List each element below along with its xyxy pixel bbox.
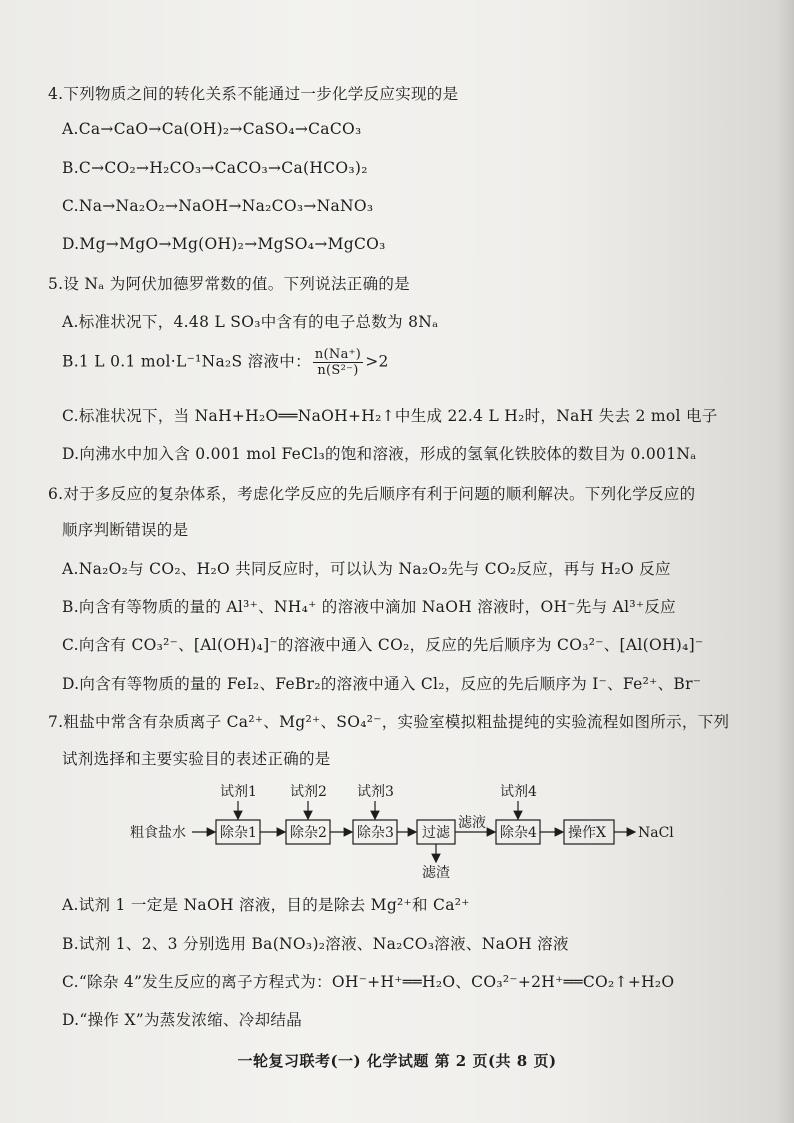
flow-step-operation-x xyxy=(564,820,614,844)
q7-option-b: B.试剂 1、2、3 分别选用 Ba(NO₃)₂溶液、Na₂CO₃溶液、NaOH 溶液 xyxy=(62,935,569,953)
flow-step-2-label: 除杂2 xyxy=(290,825,327,841)
q5-fraction-denominator: n(S²⁻) xyxy=(317,363,359,378)
flow-residue-label: 滤渣 xyxy=(422,865,450,880)
q7-stem-line1: 7.粗盐中常含有杂质离子 Ca²⁺、Mg²⁺、SO₄²⁻，实验室模拟粗盐提纯的实验流程如图所示，下列 xyxy=(48,713,730,731)
flow-step-1-label: 除杂1 xyxy=(220,825,257,841)
q6-option-b: B.向含有等物质的量的 Al³⁺、NH₄⁺ 的溶液中滴加 NaOH 溶液时，OH⁻先与 Al³⁺反应 xyxy=(62,598,676,616)
q5-option-c: C.标准状况下，当 NaH+H₂O══NaOH+H₂↑中生成 22.4 L H₂时，NaH 失去 2 mol 电子 xyxy=(62,407,718,425)
q5-option-a: A.标准状况下，4.48 L SO₃中含有的电子总数为 8Nₐ xyxy=(62,313,439,331)
flow-step-3 xyxy=(353,820,397,844)
flow-step-filter-label: 过滤 xyxy=(422,825,450,841)
q5-stem: 5.设 Nₐ 为阿伏加德罗常数的值。下列说法正确的是 xyxy=(48,275,410,293)
flow-output-label: NaCl xyxy=(638,825,674,841)
flow-reagent-2-label: 试剂2 xyxy=(290,784,327,800)
flow-filtrate-label: 滤液 xyxy=(458,815,486,831)
q5-option-b xyxy=(62,347,389,378)
q5-option-b-prefix: B.1 L 0.1 mol·L⁻¹Na₂S 溶液中： xyxy=(62,352,311,371)
flow-reagent-1-label: 试剂1 xyxy=(220,784,257,800)
flow-reagent-3-label: 试剂3 xyxy=(357,784,394,800)
q7-option-c: C.“除杂 4”发生反应的离子方程式为：OH⁻+H⁺══H₂O、CO₃²⁻+2H⁺══CO₂↑+H₂O xyxy=(62,973,675,991)
flow-step-filter xyxy=(417,820,455,844)
flow-input-label: 粗食盐水 xyxy=(130,825,186,841)
q6-option-d: D.向含有等物质的量的 FeI₂、FeBr₂的溶液中通入 Cl₂，反应的先后顺序为 I⁻、Fe²⁺、Br⁻ xyxy=(62,675,702,693)
flow-step-4 xyxy=(496,820,540,844)
q6-option-c: C.向含有 CO₃²⁻、[Al(OH)₄]⁻的溶液中通入 CO₂，反应的先后顺序为 CO₃²⁻、[Al(OH)₄]⁻ xyxy=(62,636,704,654)
page-edge-shadow xyxy=(776,0,794,1123)
q5-option-b-suffix: >2 xyxy=(365,352,389,371)
q5-option-d: D.向沸水中加入含 0.001 mol FeCl₃的饱和溶液，形成的氢氧化铁胶体的数目为 0.001Nₐ xyxy=(62,445,697,463)
flow-step-4-label: 除杂4 xyxy=(500,825,537,841)
q7-stem-line2: 试剂选择和主要实验目的表述正确的是 xyxy=(62,750,331,768)
q5-fraction xyxy=(313,347,363,378)
q7-option-d: D.“操作 X”为蒸发浓缩、冷却结晶 xyxy=(62,1011,303,1029)
q4-option-b: B.C→CO₂→H₂CO₃→CaCO₃→Ca(HCO₃)₂ xyxy=(62,159,368,177)
q4-option-c: C.Na→Na₂O₂→NaOH→Na₂CO₃→NaNO₃ xyxy=(62,197,374,215)
q5-fraction-numerator: n(Na⁺) xyxy=(314,347,362,362)
q6-option-a: A.Na₂O₂与 CO₂、H₂O 共同反应时，可以认为 Na₂O₂先与 CO₂反应，再与 H₂O 反应 xyxy=(62,560,671,578)
q4-option-a: A.Ca→CaO→Ca(OH)₂→CaSO₄→CaCO₃ xyxy=(62,120,362,138)
flow-step-2 xyxy=(286,820,330,844)
flow-step-3-label: 除杂3 xyxy=(357,825,394,841)
q4-stem: 4.下列物质之间的转化关系不能通过一步化学反应实现的是 xyxy=(48,85,459,103)
q6-stem-line1: 6.对于多反应的复杂体系，考虑化学反应的先后顺序有利于问题的顺利解决。下列化学反应的 xyxy=(48,485,696,503)
flow-step-1 xyxy=(216,820,260,844)
page-footer: 一轮复习联考(一) 化学试题 第 2 页(共 8 页) xyxy=(237,1052,557,1070)
flow-step-operation-x-label: 操作X xyxy=(568,825,606,841)
q4-option-d: D.Mg→MgO→Mg(OH)₂→MgSO₄→MgCO₃ xyxy=(62,235,386,253)
flow-reagent-4-label: 试剂4 xyxy=(500,784,537,800)
q6-stem-line2: 顺序判断错误的是 xyxy=(62,521,189,539)
q7-option-a: A.试剂 1 一定是 NaOH 溶液，目的是除去 Mg²⁺和 Ca²⁺ xyxy=(62,896,470,914)
purification-flow-diagram xyxy=(120,780,700,880)
